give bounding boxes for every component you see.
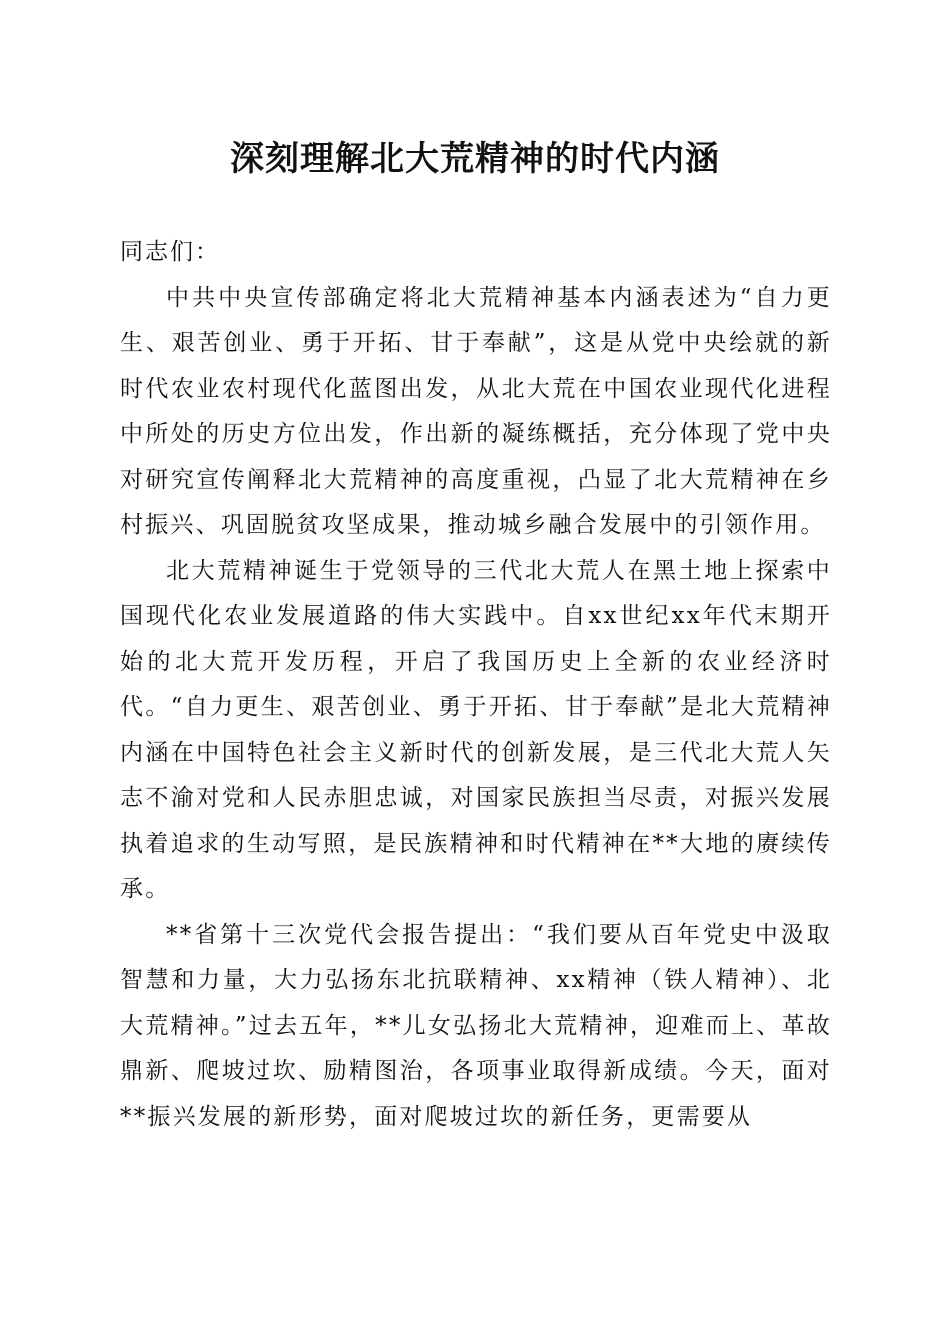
paragraph-2: 北大荒精神诞生于党领导的三代北大荒人在黑土地上探索中国现代化农业发展道路的伟大实践中。自xx世纪xx年代末期开始的北大荒开发历程，开启了我国历史上全新的农业经济时代。“自力更生、艰苦创业、勇于开拓、甘于奉献”是北大荒精神内涵在中国特色社会主义新时代的创新发展，是三代北大荒人矢志不渝对党和人民赤胆忠诚，对国家民族担当尽责，对振兴发展执着追求的生动写照，是民族精神和时代精神在**大地的赓续传承。 <box>120 557 832 902</box>
paragraph-1: 中共中央宣传部确定将北大荒精神基本内涵表述为“自力更生、艰苦创业、勇于开拓、甘于奉献”，这是从党中央绘就的新时代农业农村现代化蓝图出发，从北大荒在中国农业现代化进程中所处的历史方位出发，作出新的凝练概括，充分体现了党中央对研究宣传阐释北大荒精神的高度重视，凸显了北大荒精神在乡村振兴、巩固脱贫攻坚成果，推动城乡融合发展中的引领作用。 <box>120 284 832 538</box>
document-body <box>120 230 832 1140</box>
paragraph-3: **省第十三次党代会报告提出：“我们要从百年党史中汲取智慧和力量，大力弘扬东北抗联精神、xx精神（铁人精神）、北大荒精神。”过去五年，**儿女弘扬北大荒精神，迎难而上、革故鼎新、爬坡过坎、励精图治，各项事业取得新成绩。今天，面对**振兴发展的新形势，面对爬坡过坎的新任务，更需要从 <box>120 921 832 1130</box>
document-title: 深刻理解北大荒精神的时代内涵 <box>230 139 720 179</box>
salutation: 同志们： <box>120 239 220 265</box>
